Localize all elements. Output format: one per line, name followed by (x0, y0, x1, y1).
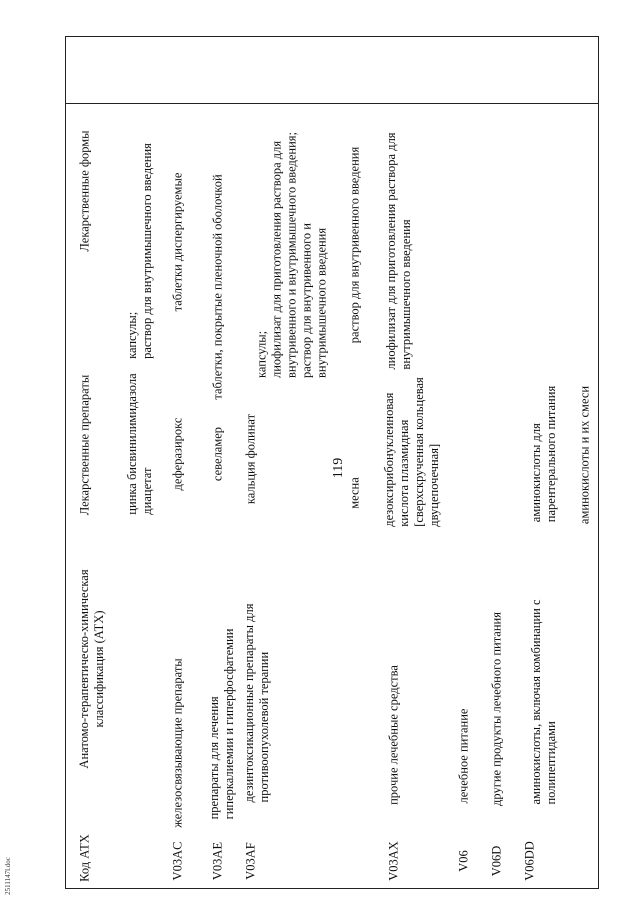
row-1-code: V03AC (170, 841, 185, 881)
row-8-code: V06DD (522, 841, 537, 881)
row-5-drug: дезоксирибонуклеиновая кислота плазмидная [сверхскрученная кольцевая двуцепочечная] (382, 377, 441, 527)
row-1-forms: таблетки диспергируемые (170, 172, 185, 312)
row-0-drug: цинка бисвинилимидазола диацетат (125, 373, 154, 515)
row-8-atc: аминокислоты, включая комбинации с полипептидами (529, 599, 558, 805)
row-6-atc: лечебное питание (456, 708, 471, 804)
row-4-drug: месна (347, 477, 362, 509)
row-1-atc: железосвязывающие препараты (170, 658, 185, 828)
header-forms: Лекарственные формы (77, 130, 92, 252)
row-5-forms: лиофилизат для приготовления раствора для внутримышечного введения (384, 132, 413, 370)
row-2-atc: препараты для лечения гиперкалиемии и гиперфосфатемии (207, 628, 236, 820)
footer-filename: 2511147l.doc (4, 857, 12, 895)
row-6-code: V06 (456, 850, 471, 872)
row-7-code: V06D (489, 845, 504, 877)
row-3-atc: дезинтоксикационные препараты для противоопухолевой терапии (242, 603, 271, 803)
row-2-drug: севеламер (210, 426, 225, 482)
page-number: 119 (331, 457, 346, 479)
row-1-drug: деферазирокс (170, 417, 185, 491)
header-drugs: Лекарственные препараты (77, 374, 92, 516)
row-5-atc: прочие лечебные средства (386, 665, 401, 805)
row-5-code: V03AX (386, 841, 401, 881)
table-border-left (65, 36, 599, 37)
row-3-drug: кальция фолинат (243, 413, 258, 505)
header-divider (65, 103, 599, 104)
row-7-atc: другие продукты лечебного питания (489, 612, 504, 806)
row-4-forms: раствор для внутривенного введения (347, 146, 362, 344)
table-border-right (65, 888, 599, 889)
row-0-forms: капсулы; раствор для внутримышечного введения (125, 143, 154, 359)
row-2-code: V03AE (210, 841, 225, 881)
row-9-drug: аминокислоты и их смеси (577, 385, 592, 525)
row-3-code: V03AF (243, 842, 258, 880)
header-atc-class: Анатомо-терапевтическо-химическая классификация (АТХ) (77, 569, 106, 769)
row-8-drug: аминокислоты для парентерального питания (529, 385, 558, 523)
table-border-top (65, 36, 66, 889)
row-2-forms: таблетки, покрытые пленочной оболочкой (210, 174, 225, 400)
table-border-bottom (598, 36, 599, 889)
header-code: Код АТХ (77, 834, 92, 882)
row-3-forms: капсулы; лиофилизат для приготовления раствора для внутривенного и внутримышечного введения; раствор для внутривенного и внутримышечного введения (254, 131, 329, 379)
